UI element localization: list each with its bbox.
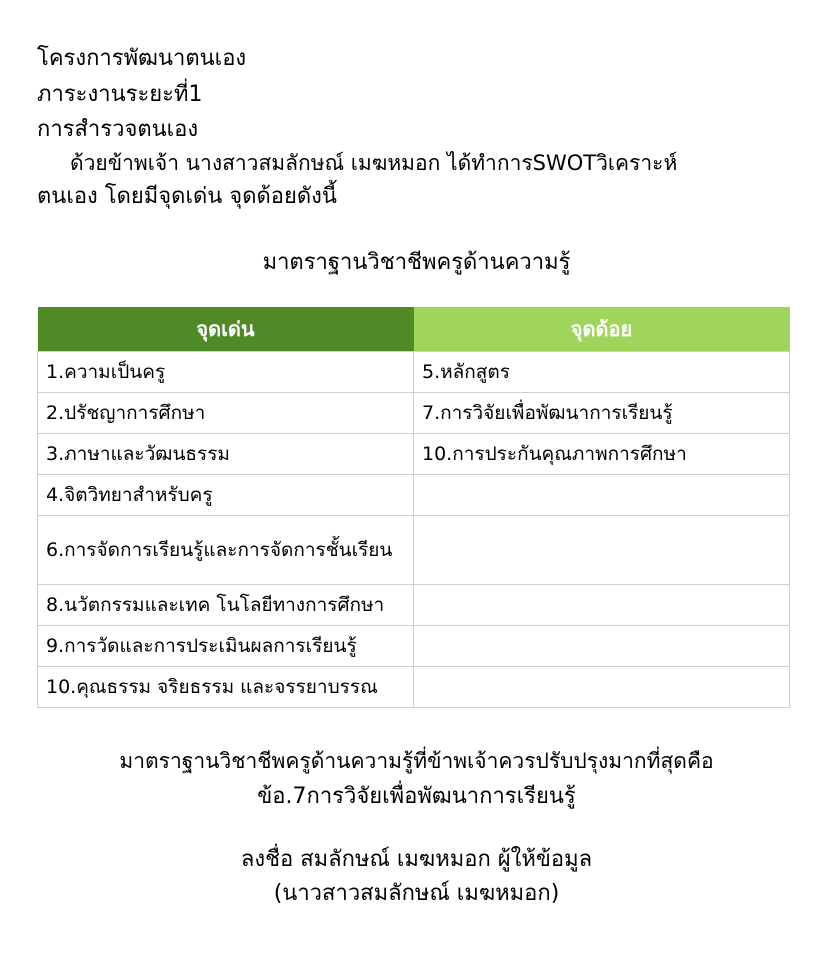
section-title: มาตราฐานวิชาชีพครูด้านความรู้	[262, 250, 571, 275]
weakness-cell	[414, 626, 790, 667]
weakness-cell	[414, 585, 790, 626]
strength-cell: 1.ความเป็นครู	[38, 352, 414, 393]
weakness-cell	[414, 475, 790, 516]
intro-line-1: ด้วยข้าพเจ้า นางสาวสมลักษณ์ เมฆหมอก ได้ทำการSWOTวิเคราะห์	[70, 151, 678, 175]
table-row	[38, 585, 790, 626]
strength-cell: 10.คุณธรรม จริยธรรม และจรรยาบรรณ	[38, 667, 414, 708]
table-row	[38, 516, 790, 585]
table-row	[38, 667, 790, 708]
weakness-cell: 10.การประกันคุณภาพการศึกษา	[414, 434, 790, 475]
table-row	[38, 352, 790, 393]
table-row	[38, 475, 790, 516]
project-title: โครงการพัฒนาตนเอง	[37, 46, 247, 71]
signature-name: (นาวสาวสมลักษณ์ เมฆหมอก)	[273, 881, 560, 906]
weakness-cell	[414, 516, 790, 585]
swot-table	[37, 307, 790, 708]
strength-cell: 2.ปรัชญาการศึกษา	[38, 393, 414, 434]
strength-cell: 6.การจัดการเรียนรู้และการจัดการชั้นเรียน	[38, 516, 414, 585]
conclusion-line-2: ข้อ.7การวิจัยเพื่อพัฒนาการเรียนรู้	[257, 784, 576, 809]
signature-line: ลงชื่อ สมลักษณ์ เมฆหมอก ผู้ให้ข้อมูล	[240, 847, 593, 872]
phase-title: ภาระงานระยะที่1	[37, 82, 203, 107]
table-row	[38, 434, 790, 475]
strength-cell: 4.จิตวิทยาสำหรับครู	[38, 475, 414, 516]
intro-line-2: ตนเอง โดยมีจุดเด่น จุดด้อยดังนี้	[37, 184, 337, 209]
survey-title: การสำรวจตนเอง	[37, 117, 199, 142]
table-header-row	[38, 307, 790, 352]
strength-cell: 8.นวัตกรรมและเทค โนโลยีทางการศึกษา	[38, 585, 414, 626]
weakness-cell	[414, 667, 790, 708]
table-row	[38, 393, 790, 434]
strengths-header: จุดเด่น	[38, 307, 414, 352]
weaknesses-header: จุดด้อย	[414, 307, 790, 352]
weakness-cell: 5.หลักสูตร	[414, 352, 790, 393]
strength-cell: 3.ภาษาและวัฒนธรรม	[38, 434, 414, 475]
strength-cell: 9.การวัดและการประเมินผลการเรียนรู้	[38, 626, 414, 667]
table-row	[38, 626, 790, 667]
conclusion-line-1: มาตราฐานวิชาชีพครูด้านความรู้ที่ข้าพเจ้าควรปรับปรุงมากที่สุดคือ	[119, 749, 714, 773]
weakness-cell: 7.การวิจัยเพื่อพัฒนาการเรียนรู้	[414, 393, 790, 434]
